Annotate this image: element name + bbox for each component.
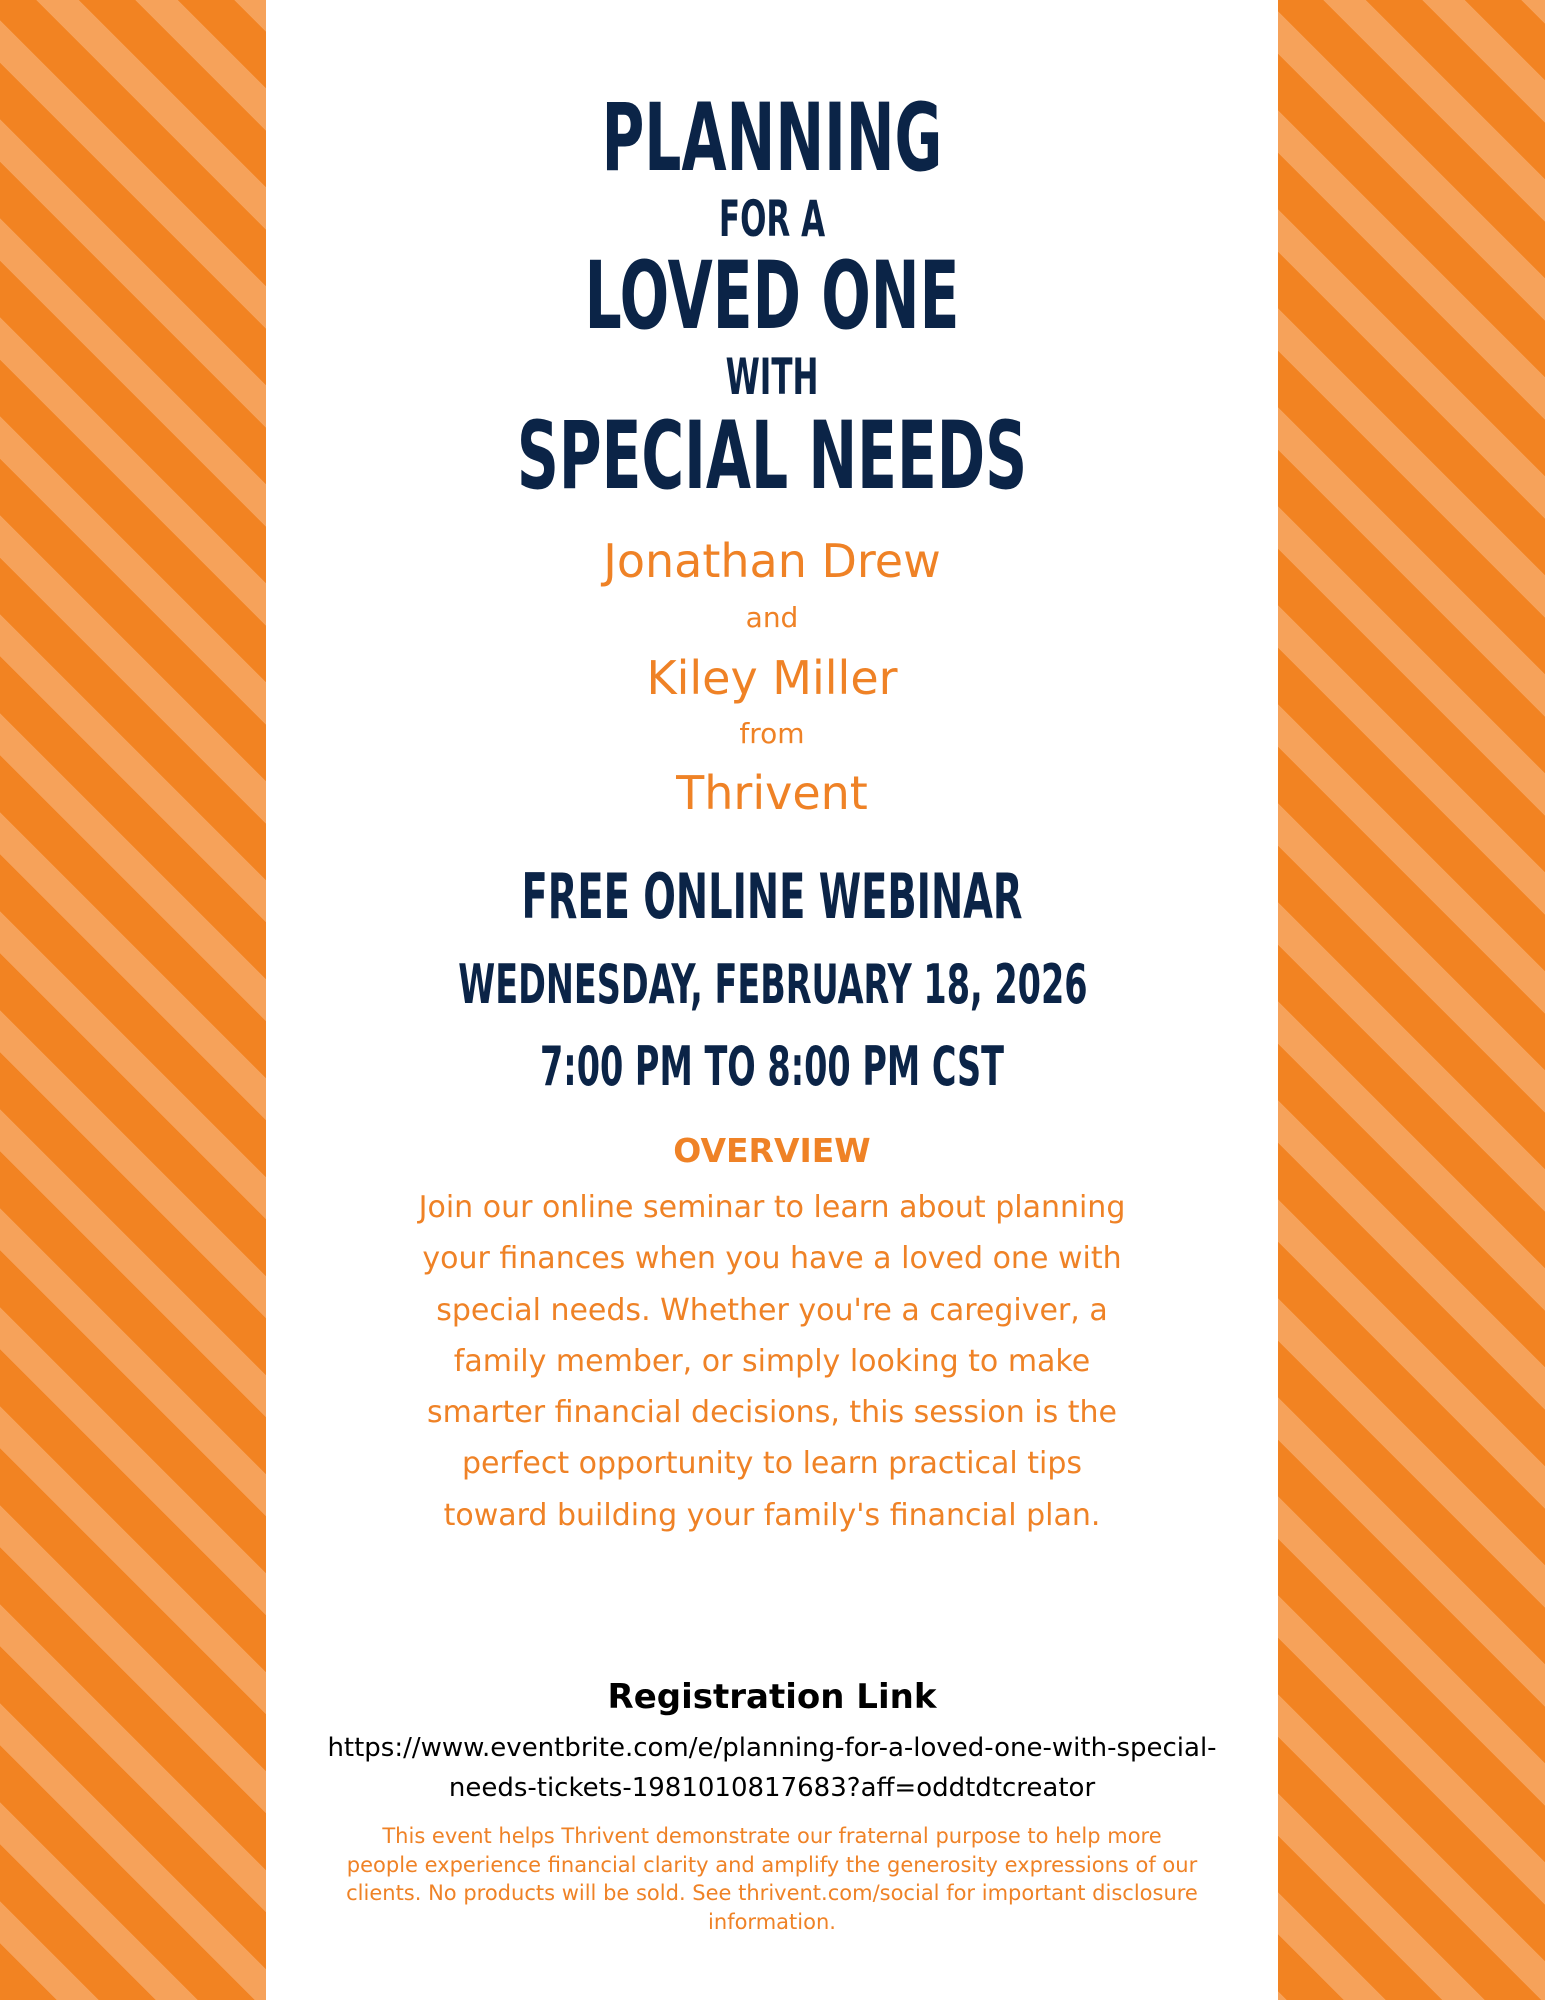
registration-link[interactable]	[266, 1728, 1278, 1808]
event-type: FREE ONLINE WEBINAR	[521, 860, 1023, 933]
title-line-loved-one: LOVED ONE	[584, 242, 960, 351]
overview-heading: OVERVIEW	[673, 1131, 871, 1170]
event-date: WEDNESDAY, FEBRUARY 18, 2026	[458, 953, 1088, 1016]
presenter-conjunction: and	[745, 601, 799, 634]
presenter-name-1: Jonathan Drew	[603, 534, 941, 588]
registration-heading: Registration Link	[607, 1677, 937, 1717]
title-line-for-a: FOR A	[718, 190, 826, 248]
event-time: 7:00 PM TO 8:00 PM CST	[540, 1035, 1004, 1098]
presenter-organization: Thrivent	[676, 766, 868, 820]
title-line-with: WITH	[725, 348, 819, 406]
flyer-panel	[266, 0, 1278, 2000]
presenter-preposition: from	[739, 717, 805, 750]
presenter-name-2: Kiley Miller	[646, 651, 898, 705]
registration-link-line-1[interactable]: https://www.eventbrite.com/e/planning-for-a-loved-one-with-special-	[327, 1733, 1217, 1763]
registration-link-line-2[interactable]: needs-tickets-1981010817683?aff=oddtdtcreator	[448, 1773, 1096, 1803]
disclaimer-text: This event helps Thrivent demonstrate our fraternal purpose to help more people experience financial clarity and amplify the generosity expressions of our clients. No products will be sold. See thrivent.com/social for important disclosure information.	[346, 1824, 1198, 1934]
title-line-planning: PLANNING	[601, 84, 943, 193]
title-line-special-needs: SPECIAL NEEDS	[516, 402, 1028, 511]
overview-body: Join our online seminar to learn about planning your finances when you have a loved one with special needs. Whether you're a caregiver, a family member, or simply looking to make smarter financial decisions, this session is the perfect opportunity to learn practical tips toward building your family's financial plan.	[418, 1190, 1126, 1533]
